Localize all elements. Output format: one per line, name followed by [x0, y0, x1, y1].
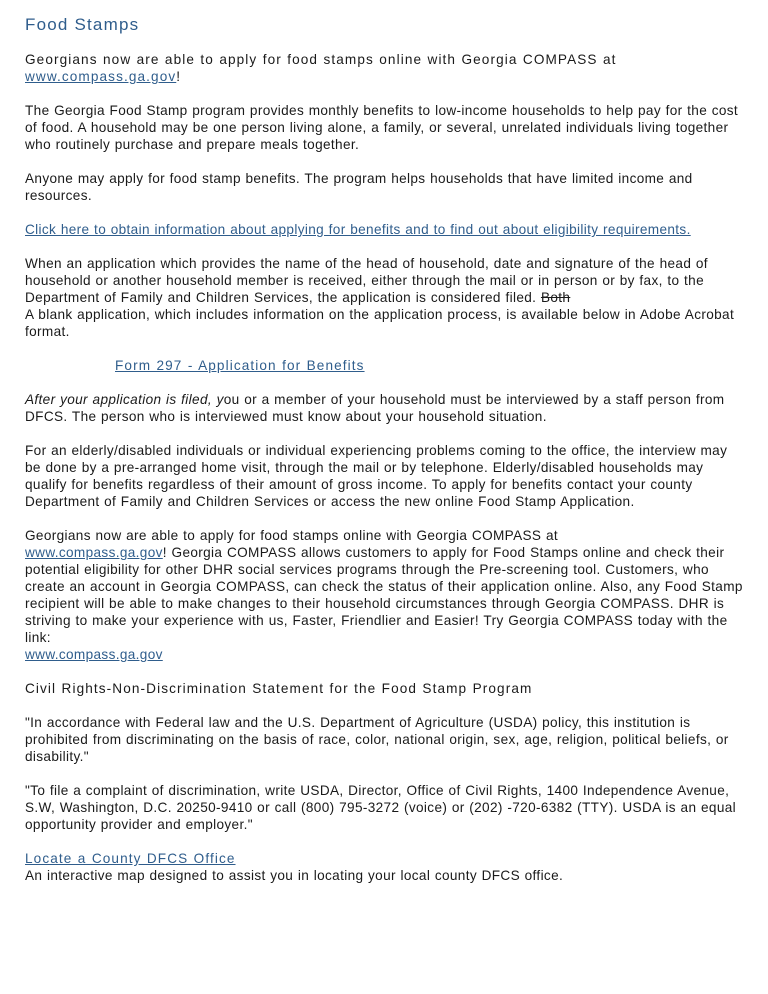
intro-paragraph [25, 51, 744, 85]
interview-italic: After your application is filed, y [25, 392, 224, 407]
compass-link-2[interactable]: www.compass.ga.gov [25, 647, 163, 662]
struck-word: Both [540, 290, 571, 305]
usda-policy-paragraph: "In accordance with Federal law and the U.S. Department of Agriculture (USDA) policy, this institution is prohibited from discriminating on the basis of race, color, national origin, sex, age, religion, political beliefs, or disability." [25, 715, 729, 764]
eligibility-info-link[interactable]: Click here to obtain information about applying for benefits and to find out about eligibility requirements. [25, 222, 691, 237]
compass-paragraph [25, 527, 744, 663]
intro-exclaim: ! [176, 69, 182, 84]
compass-text: ! Georgia COMPASS allows customers to apply for Food Stamps online and check their potential eligibility for other DHR social services programs through the Pre-screening tool. Customers, who create an account in Georgia COMPASS, can check the status of their application online. Also, any Food Stamp recipient will be able to make changes to their household circumstances through Georgia COMPASS. DHR is striving to make your experience with us, Faster, Friendlier and Easier! Try Georgia COMPASS today with the link: [25, 545, 743, 645]
elderly-paragraph: For an elderly/disabled individuals or individual experiencing problems coming to the office, the interview may be done by a pre-arranged home visit, through the mail or by telephone. Elderly/disabled households may qualify for benefits regardless of their amount of gross income. To apply for benefits contact your county Department of Family and Children Services or access the new online Food Stamp Application. [25, 443, 728, 509]
anyone-apply-paragraph: Anyone may apply for food stamp benefits. The program helps households that have limited income and resources. [25, 171, 693, 203]
info-paragraph [25, 221, 744, 238]
complaint-paragraph: "To file a complaint of discrimination, write USDA, Director, Office of Civil Rights, 1400 Independence Avenue, S.W, Washington, D.C. 20250-9410 or call (800) 795-3272 (voice) or (202) -720-6382 (TTY). USDA is an equal opportunity provider and employer." [25, 783, 737, 832]
compass-intro: Georgians now are able to apply for food stamps online with Georgia COMPASS at [25, 528, 558, 543]
compass-link-intro[interactable]: www.compass.ga.gov [25, 69, 177, 84]
form-link-paragraph [25, 357, 744, 374]
page-title: Food Stamps [25, 15, 140, 34]
blank-application-text: A blank application, which includes information on the application process, is available below in Adobe Acrobat format. [25, 307, 735, 339]
compass-link-1[interactable]: www.compass.ga.gov [25, 545, 163, 560]
form-297-link[interactable]: Form 297 - Application for Benefits [115, 358, 365, 373]
program-description: The Georgia Food Stamp program provides monthly benefits to low-income households to help pay for the cost of food. A household may be one person living alone, a family, or several, unrelated individuals living together who routinely purchase and prepare meals together. [25, 103, 739, 152]
locate-description: An interactive map designed to assist you in locating your local county DFCS office. [25, 868, 564, 883]
civil-rights-heading: Civil Rights-Non-Discrimination Statement for the Food Stamp Program [25, 681, 533, 696]
interview-paragraph [25, 391, 744, 425]
interview-text: ou or a member of your household must be interviewed by a staff person from DFCS. The person who is interviewed must know about your household situation. [25, 392, 725, 424]
locate-paragraph [25, 850, 744, 884]
intro-text: Georgians now are able to apply for food stamps online with Georgia COMPASS at [25, 52, 617, 67]
filed-text: When an application which provides the name of the head of household, date and signature of the head of household or another household member is received, either through the mail or in person or by fax, to the Department of Family and Children Services, the application is considered filed. [25, 256, 708, 305]
filed-paragraph [25, 255, 744, 340]
locate-office-link[interactable]: Locate a County DFCS Office [25, 851, 236, 866]
